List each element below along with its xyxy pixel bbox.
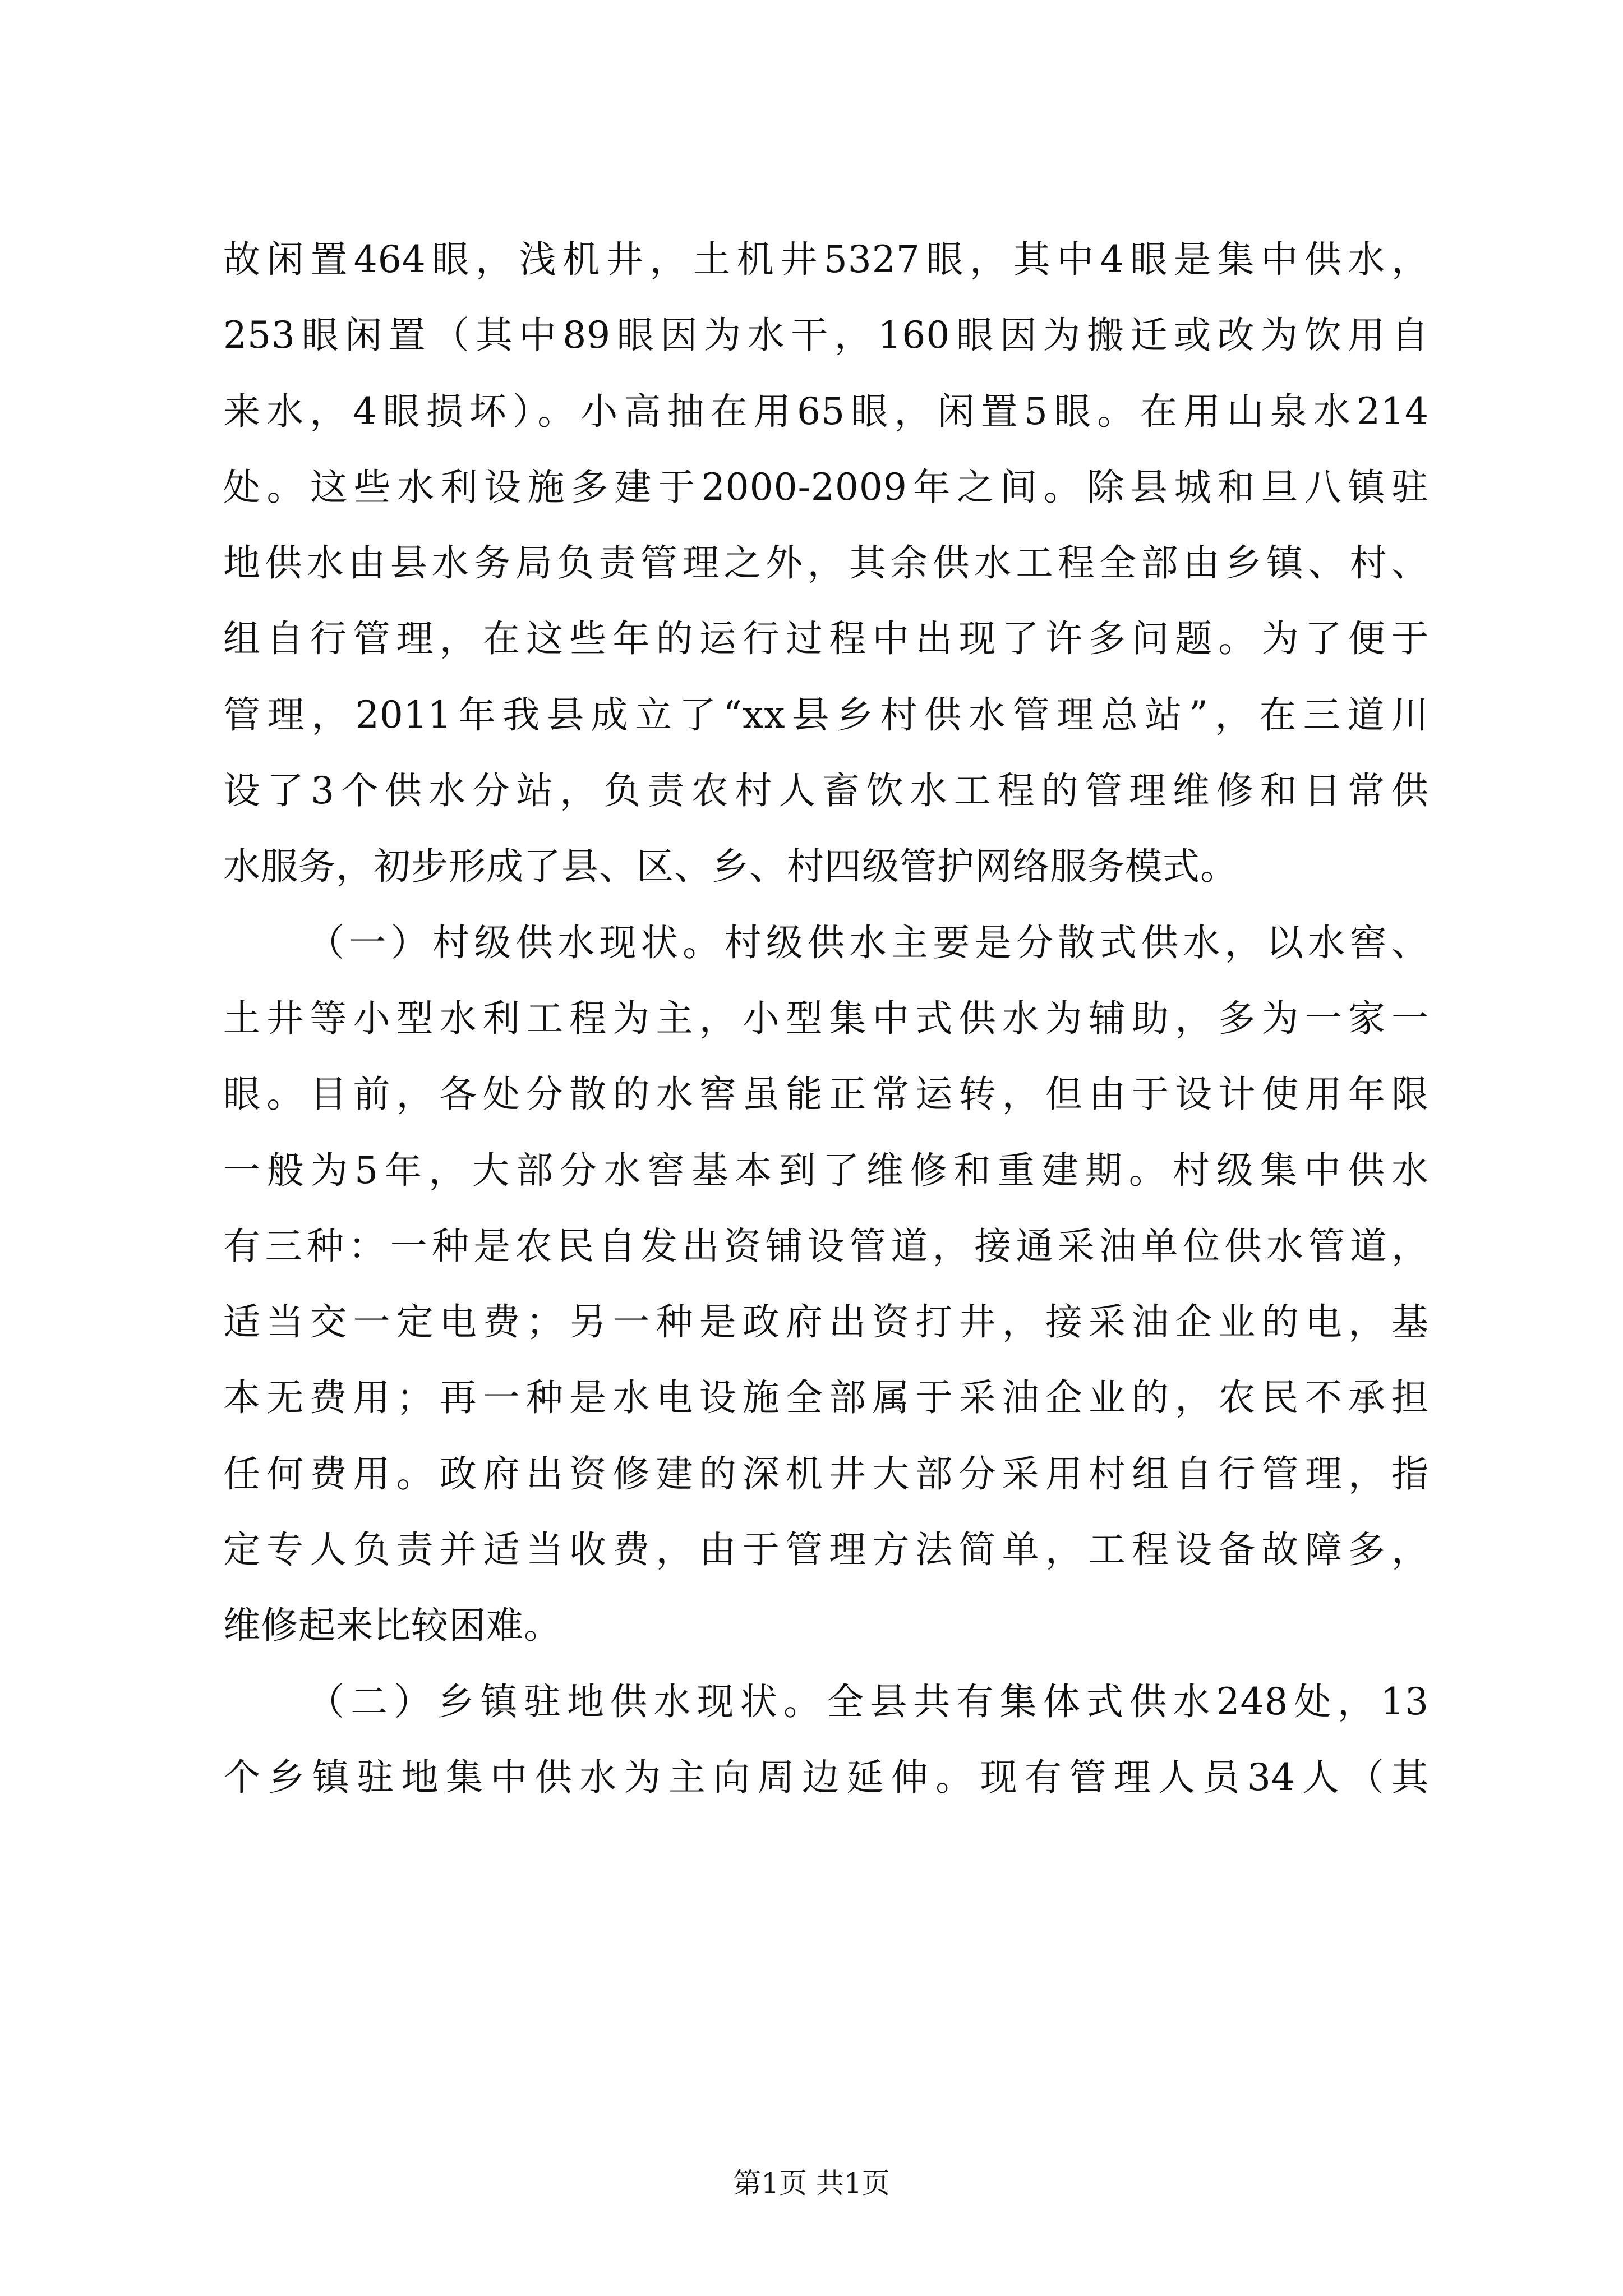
section-heading-line: （二）乡镇驻地供水现状。全县共有集体式供水248处，13 bbox=[307, 1680, 1429, 1723]
text-line: 管理，2011年我县成立了“xx县乡村供水管理总站”，在三道川 bbox=[223, 693, 1429, 737]
text-line: 本无费用；再一种是水电设施全部属于采油企业的，农民不承担 bbox=[223, 1376, 1429, 1420]
text-line: 组自行管理，在这些年的运行过程中出现了许多问题。为了便于 bbox=[223, 617, 1429, 661]
text-line: 任何费用。政府出资修建的深机井大部分采用村组自行管理，指 bbox=[223, 1452, 1429, 1496]
page-footer: 第1页 共1页 bbox=[733, 2167, 890, 2200]
text-line: 有三种：一种是农民自发出资铺设管道，接通采油单位供水管道， bbox=[223, 1224, 1429, 1268]
text-line: 故闲置464眼，浅机井，土机井5327眼，其中4眼是集中供水， bbox=[223, 238, 1429, 281]
text-line: 来水，4眼损坏）。小高抽在用65眼，闲置5眼。在用山泉水214 bbox=[223, 389, 1429, 433]
text-line: 设了3个供水分站，负责农村人畜饮水工程的管理维修和日常供 bbox=[223, 769, 1429, 813]
section-heading-line: （一）村级供水现状。村级供水主要是分散式供水，以水窖、 bbox=[307, 921, 1429, 964]
text-line: 水服务，初步形成了县、区、乡、村四级管护网络服务模式。 bbox=[223, 845, 1238, 889]
text-line: 适当交一定电费；另一种是政府出资打井，接采油企业的电，基 bbox=[223, 1300, 1429, 1344]
text-line: 维修起来比较困难。 bbox=[223, 1604, 561, 1648]
text-line: 定专人负责并适当收费，由于管理方法简单，工程设备故障多， bbox=[223, 1528, 1429, 1572]
text-line: 土井等小型水利工程为主，小型集中式供水为辅助，多为一家一 bbox=[223, 996, 1429, 1040]
text-line: 地供水由县水务局负责管理之外，其余供水工程全部由乡镇、村、 bbox=[223, 541, 1429, 585]
text-line: 一般为5年，大部分水窖基本到了维修和重建期。村级集中供水 bbox=[223, 1148, 1429, 1192]
text-line: 个乡镇驻地集中供水为主向周边延伸。现有管理人员34人（其 bbox=[223, 1755, 1429, 1799]
text-line: 眼。目前，各处分散的水窖虽能正常运转，但由于设计使用年限 bbox=[223, 1073, 1429, 1116]
body-text bbox=[223, 222, 1429, 1815]
text-line: 253眼闲置（其中89眼因为水干，160眼因为搬迁或改为饮用自 bbox=[223, 314, 1429, 357]
text-line: 处。这些水利设施多建于2000-2009年之间。除县城和旦八镇驻 bbox=[223, 465, 1429, 509]
